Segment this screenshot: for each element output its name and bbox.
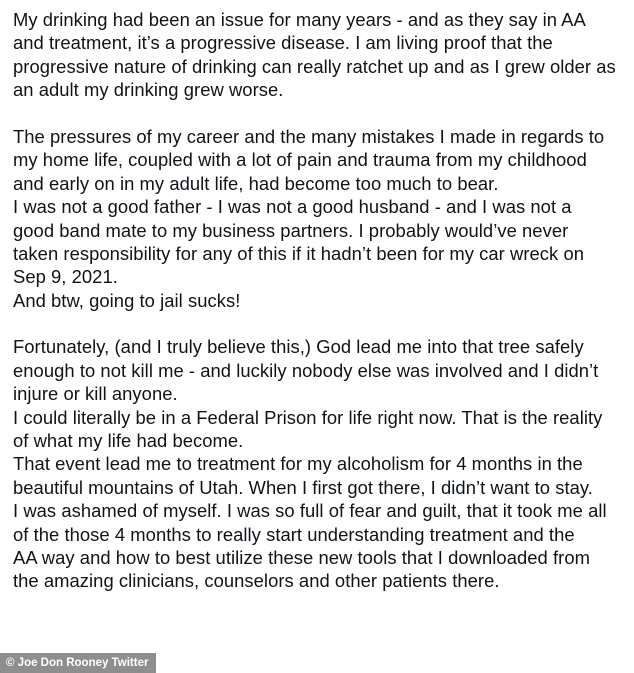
tweet-text-line: I was not a good father - I was not a good husband - and I was not a [13, 196, 572, 218]
paragraph-gap [13, 102, 625, 125]
tweet-text-line: My drinking had been an issue for many years - and as they say in AA [13, 9, 586, 30]
tweet-text-line: the amazing clinicians, counselors and other patients there. [13, 570, 500, 592]
tweet-text-line: of the those 4 months to really start understanding treatment and the [13, 523, 575, 545]
tweet-text-line: enough to not kill me - and luckily nobody else was involved and I didn’t [13, 359, 599, 381]
tweet-text-line: beautiful mountains of Utah. When I first got there, I didn’t want to stay. [13, 476, 593, 498]
photo-credit-badge: © Joe Don Rooney Twitter [0, 653, 156, 673]
tweet-text-line: of what my life had become. [13, 430, 244, 452]
tweet-text-line: Fortunately, (and I truly believe this,) God lead me into that tree safely [13, 336, 584, 358]
tweet-text-line: injure or kill anyone. [13, 383, 178, 405]
tweet-text-line: Sep 9, 2021. [13, 266, 118, 288]
tweet-text-line: and treatment, it’s a progressive disease. I am living proof that the [13, 32, 553, 54]
tweet-text-line: progressive nature of drinking can really ratchet up and as I grew older as [13, 55, 616, 77]
tweet-text-line: taken responsibility for any of this if it hadn’t been for my car wreck on [13, 242, 585, 264]
tweet-text-line: That event lead me to treatment for my alcoholism for 4 months in the [13, 453, 583, 475]
tweet-text-line: I could literally be in a Federal Prison for life right now. That is the reality [13, 406, 603, 428]
tweet-text-line: an adult my drinking grew worse. [13, 79, 284, 101]
tweet-body-text [13, 8, 625, 593]
tweet-text-line: my home life, coupled with a lot of pain and trauma from my childhood [13, 149, 587, 171]
tweet-text-line: And btw, going to jail sucks! [13, 289, 241, 311]
tweet-text-line: I was ashamed of myself. I was so full of fear and guilt, that it took me all [13, 500, 607, 522]
tweet-text-line: good band mate to my business partners. I probably would’ve never [13, 219, 569, 241]
tweet-text-line: The pressures of my career and the many mistakes I made in regards to [13, 125, 605, 147]
paragraph-gap [13, 312, 625, 335]
tweet-text-line: AA way and how to best utilize these new tools that I downloaded from [13, 546, 590, 568]
tweet-text-line: and early on in my adult life, had become too much to bear. [13, 172, 499, 194]
